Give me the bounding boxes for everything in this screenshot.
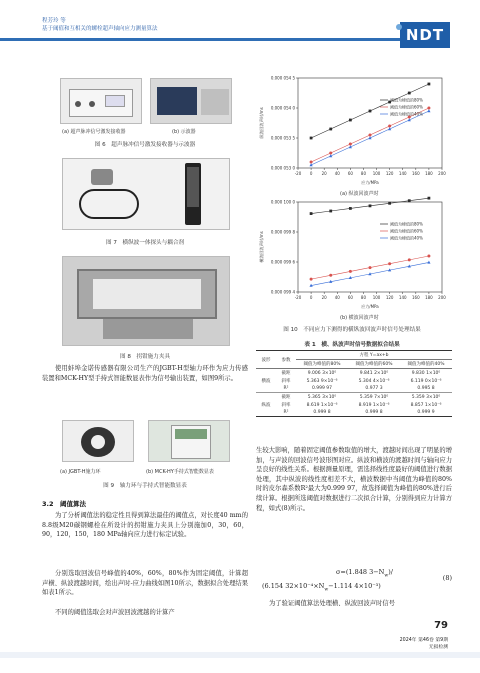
x-tick-label: 80 [360, 295, 367, 300]
data-point [369, 110, 372, 113]
fig8-image [62, 256, 230, 346]
x-tick-label: 120 [385, 171, 394, 176]
x-tick-label: 40 [334, 295, 340, 300]
fig9b-image [148, 420, 230, 462]
data-point [388, 202, 391, 205]
x-axis-label: 应力/MPa [361, 180, 379, 185]
x-tick-label: 40 [334, 171, 340, 176]
journal-info [400, 637, 448, 651]
table1-cell: 0.977 3 [365, 386, 383, 391]
fig6-caption: 图 6 超声脉冲信号激发接收器与示波器 [94, 142, 196, 148]
logo-text: NDT [405, 26, 445, 44]
left-para-4: 不同的阈值选取会对声波回波渡越的计算产 [55, 609, 175, 616]
x-tick-label: 180 [425, 295, 433, 300]
table1-cell: 0.995 8 [417, 386, 435, 391]
equation-8-number: (8) [442, 574, 452, 582]
data-point [427, 255, 430, 258]
fig10a-chart [258, 72, 448, 190]
fig10-caption: 图 10 不同应力下测得的横纵波回波声时信号处理结果 [283, 327, 421, 333]
x-tick-label: 0 [309, 171, 313, 176]
table1-cell: 5.365 3×10⁰ [307, 394, 337, 400]
table1 [256, 350, 452, 417]
table1-cell: 0.999 8 [365, 410, 383, 415]
table1-param: R² [283, 386, 289, 391]
data-point [310, 278, 313, 281]
page-number: 79 [434, 620, 448, 631]
footer-band [0, 652, 480, 658]
table1-cell: 5.359 3×10⁰ [411, 394, 441, 400]
x-tick-label: 140 [398, 171, 407, 176]
x-tick-label: 80 [360, 171, 367, 176]
data-point [428, 197, 431, 200]
table1-cell: 0.999 8 [313, 410, 331, 415]
y-tick-label: 0.000 054 5 [270, 75, 295, 81]
table1-cell: 5.363 9×10⁻⁶ [306, 378, 338, 384]
fig9b-caption: (b) MCK-HY手持式智能数显表 [146, 469, 214, 475]
eq-text: −1.114 4×10⁻³) [328, 582, 381, 591]
data-point [310, 137, 313, 140]
x-tick-label: -20 [294, 171, 302, 176]
eq-sub: w [384, 573, 389, 579]
y-tick-label: 0.000 053 5 [270, 135, 295, 141]
fig9-caption: 图 9 轴力环与手持式智能数显表 [103, 483, 187, 489]
data-point [388, 262, 391, 265]
table1-wave-transverse: 横波 [261, 378, 271, 384]
table1-col-80: 阈值为峰值的80% [296, 360, 348, 369]
fig7-image [62, 158, 230, 230]
data-point [408, 258, 411, 261]
data-point [349, 143, 352, 146]
table1-head-param: 参数 [276, 351, 296, 369]
left-para-3: 分别选取回波信号峰值的40%，60%，80%作为固定阈值，计算超声横、纵波渡越时间，绘出声时-应力曲线如图10所示，数据拟合处理结果如表1所示。 [42, 570, 248, 597]
fig10b-chart [258, 196, 448, 314]
fig6a-caption: (a) 超声脉冲信号激发接收器 [62, 129, 126, 135]
table-row [256, 385, 452, 393]
table1-param: 截距 [281, 395, 291, 400]
fig9a-image [62, 420, 134, 462]
table1-title: 表 1 横、纵波声时信号数据拟合结果 [304, 342, 400, 348]
x-tick-label: 140 [398, 295, 407, 300]
data-point [329, 210, 332, 213]
data-point [329, 274, 332, 277]
data-point [329, 128, 332, 131]
x-tick-label: 200 [438, 295, 446, 300]
eq-text: (6.154 32×10⁻⁴×N [262, 582, 325, 591]
table1-cell: 5.304 4×10⁻⁶ [358, 378, 390, 384]
x-tick-label: 180 [425, 171, 433, 176]
data-point [349, 270, 352, 273]
table1-param: 斜率 [281, 379, 291, 384]
data-point [388, 125, 391, 128]
x-tick-label: 60 [347, 295, 353, 300]
fig6b-image [150, 78, 232, 124]
table1-cell: 8.619 1×10⁻⁶ [306, 402, 338, 408]
legend-label: 阈值为峰值的60% [390, 104, 423, 110]
equation-8-denominator [262, 581, 452, 595]
data-point [428, 83, 431, 86]
table1-head-type: 波形 [256, 351, 276, 369]
table1-col-60: 阈值为峰值的60% [348, 360, 400, 369]
table1-param: 斜率 [281, 403, 291, 408]
data-point [329, 152, 332, 155]
x-tick-label: 160 [411, 295, 420, 300]
eq-text: σ=(1.848 3−N [336, 568, 385, 576]
y-axis-label: 横波回波声时/ms [259, 231, 264, 263]
table1-cell: 9.830 1×10⁰ [411, 370, 441, 376]
x-tick-label: 120 [385, 295, 394, 300]
y-tick-label: 0.000 099 6 [270, 259, 295, 265]
table1-wave-longitudinal: 纵波 [256, 393, 276, 417]
table-row [256, 393, 452, 402]
left-para-2: 为了分析阈值法的稳定性且得到算法最佳的阈值点，对长度40 mm的8.8级M20碳钢螺栓在所设计的拐钳施力夹具上分别施加0，30，60，90，120，150，180 MPa轴向应力进行标定试验。 [42, 512, 248, 539]
x-tick-label: 100 [372, 171, 381, 176]
journal-name: 无损检测 [428, 645, 448, 650]
table-row [256, 401, 452, 409]
journal-issue: 2024年 第46卷 第9期 [399, 638, 448, 643]
x-tick-label: 160 [411, 171, 420, 176]
table1-cell: 0.999 97 [311, 386, 333, 391]
fig8-caption: 图 8 拐钳施力夹具 [119, 354, 171, 360]
data-point [427, 109, 430, 112]
data-point [369, 204, 372, 207]
x-tick-label: 100 [372, 295, 381, 300]
right-para-1: 生较大影响，随着固定阈值参数取值的增大，渡越时间出现了明显的增加，与声波的回波信号波形图对应。纵波和横波的渡越时间与轴向应力呈良好的线性关系。根据测量原理，需选择线性度最好的阈值进行数据处理，其中纵波的线性度相差不大，横波数据中当阈值为峰值的80%时的皮尔森系数R²最大为0.999 97，故选择阈值为峰值的80%进行后续计算。根据所选阈值对数据进行二次拟合计算，分别得到应力计算方程，如式(8)所示。 [256, 447, 452, 512]
y-tick-label: 0.000 099 4 [270, 289, 295, 295]
fig7-caption: 图 7 横纵波一体探头与耦合剂 [105, 240, 185, 246]
logo-dot [396, 24, 402, 30]
table1-col-40: 阈值为峰值的40% [400, 360, 452, 369]
header-authors: 程芳玲 等 [42, 18, 66, 24]
table1-cell: 0.999 9 [417, 410, 435, 415]
fig10a-svg [258, 72, 448, 190]
x-tick-label: 200 [438, 171, 446, 176]
fig10b-caption: (b) 横波回波声时 [340, 315, 379, 321]
table1-cell: 6.119 0×10⁻⁶ [410, 378, 442, 384]
header-band [0, 38, 405, 41]
plot-frame [298, 202, 442, 292]
data-point [369, 266, 372, 269]
table-row [256, 369, 452, 378]
eq-text: )/ [388, 568, 393, 576]
table1-cell: 9.006 3×10⁰ [307, 370, 337, 376]
table1-cell: 8.919 1×10⁻⁶ [358, 402, 390, 408]
data-point [310, 212, 313, 215]
y-tick-label: 0.000 053 0 [270, 165, 295, 171]
y-tick-label: 0.000 099 8 [270, 229, 295, 235]
x-tick-label: 20 [321, 171, 327, 176]
data-point [349, 207, 352, 210]
x-tick-label: 20 [321, 295, 327, 300]
data-point [310, 161, 313, 164]
table1-cell: 8.857 1×10⁻⁶ [410, 402, 442, 408]
data-point [349, 119, 352, 122]
page-header [0, 0, 480, 58]
table1-cell: 9.841 2×10⁰ [359, 370, 389, 376]
table-row [256, 409, 452, 417]
x-tick-label: 0 [309, 295, 313, 300]
fig6b-caption: (b) 示波器 [172, 129, 196, 135]
legend-label: 阈值为峰值的80% [390, 97, 423, 103]
legend-label: 阈值为峰值的40% [390, 235, 423, 241]
x-tick-label: -20 [294, 295, 302, 300]
fig9a-caption: (a) JGBT-H施力环 [60, 469, 101, 475]
fig6a-image [60, 78, 142, 124]
equation-8-numerator [262, 567, 452, 581]
header-title: 基于阈值和互相关的螺栓超声轴向应力测量算法 [42, 26, 158, 32]
y-tick-label: 0.000 054 0 [270, 105, 295, 111]
equation-8 [262, 567, 452, 596]
data-point [408, 199, 411, 202]
table1-param: 截距 [281, 371, 291, 376]
x-axis-label: 应力/MPa [361, 304, 379, 309]
journal-logo [400, 22, 450, 48]
legend-label: 阈值为峰值的80% [390, 221, 423, 227]
legend-label: 阈值为峰值的40% [390, 111, 423, 117]
plot-frame [298, 78, 442, 168]
table1-param: R² [283, 410, 289, 415]
left-para-1: 使用蚌埠金诺传感器有限公司生产的JGBT-H型轴力环作为应力传感装置和MCK-HY型手持式智能数显表作为信号输出装置，如图9所示。 [42, 365, 248, 382]
y-tick-label: 0.000 100 0 [270, 199, 295, 205]
table1-head-eq: 方程 Y=ax+b [296, 351, 452, 360]
table-row [256, 377, 452, 385]
eq-sub: w [324, 587, 329, 593]
table1-cell: 5.359 7×10⁰ [359, 394, 389, 400]
data-point [369, 134, 372, 137]
x-tick-label: 60 [347, 171, 353, 176]
data-point [427, 107, 430, 110]
fig10b-svg [258, 196, 448, 314]
y-axis-label: 纵波回波声时/ms [259, 107, 264, 139]
right-para-2: 为了验证阈值算法处理横、纵波回波声时信号 [269, 600, 395, 607]
fig10a-caption: (a) 纵波回波声时 [340, 191, 379, 197]
legend-label: 阈值为峰值的60% [390, 228, 423, 234]
data-point [427, 261, 430, 264]
data-point [408, 92, 411, 95]
section-heading-3-2: 3.2 阈值算法 [42, 500, 87, 508]
